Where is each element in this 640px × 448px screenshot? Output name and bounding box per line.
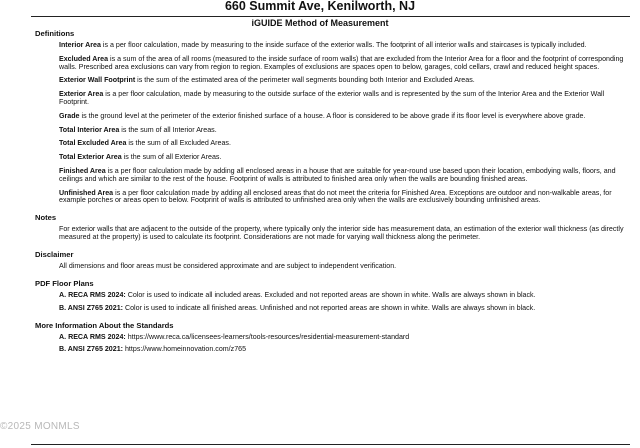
standard-link[interactable]: https://www.reca.ca/licensees-learners/tools-resources/residential-measurement-standard [125, 333, 410, 342]
definition-term: Total Excluded Area [59, 139, 127, 148]
definition-term: Total Exterior Area [59, 153, 122, 162]
notes-text: For exterior walls that are adjacent to the outside of the property, where typically only the interior side has measurement data, an estimation of the exterior wall thickness (as directly measured at the property) is used to calculate its footprint. Considerations are not made for varying wall thickness along the perimeter. [59, 225, 624, 241]
definition-term: Exterior Area [59, 90, 104, 99]
definition-text: is the ground level at the perimeter of the exterior finished surface of a house. A floor is considered to be above grade if its floor level is everywhere above grade. [79, 111, 586, 120]
standard-term: A. RECA RMS 2024: [59, 290, 126, 299]
property-address: 660 Summit Ave, Kenilworth, NJ [224, 0, 416, 13]
definition-text: is the sum of the estimated area of the perimeter wall segments bounding both Interior and Excluded Areas. [135, 76, 475, 85]
definition-exterior-area [59, 91, 633, 107]
definition-term: Excluded Area [59, 54, 109, 63]
definition-text: is a sum of the area of all rooms (measured to the inside surface of room walls) that are excluded from the Interior Area for a floor and the footprint of corresponding walls. Prescribed area exclusions can vary from region to region. Examples of exclusions are spaces open to below, garages, cold cellars, crawl and reduced height spaces. [59, 54, 624, 71]
standard-term: A. RECA RMS 2024: [59, 333, 126, 342]
footer-divider [31, 444, 630, 445]
definition-text: is the sum of all Exterior Areas. [121, 153, 222, 162]
definition-text: is a per floor calculation, made by measuring to the outside surface of the exterior walls and is represented by the sum of the Interior Area and the Exterior Wall Footprint. [59, 90, 605, 106]
definition-term: Interior Area [59, 41, 101, 49]
definition-total-interior-area [59, 127, 633, 135]
notes-heading: Notes [35, 213, 57, 223]
pdf-standard-reca [59, 292, 633, 300]
standard-text: Color is used to indicate all finished areas. Unfinished and not reported areas are shown in white. Walls are always shown in black. [123, 304, 536, 313]
definition-term: Total Interior Area [59, 125, 120, 134]
definition-term: Grade [59, 111, 80, 120]
more-info-ansi [59, 346, 633, 354]
definition-text: is the sum of all Interior Areas. [119, 125, 217, 134]
definition-interior-area [59, 42, 633, 50]
measurement-document [35, 29, 633, 354]
definition-text: is a per floor calculation made by adding all enclosed areas in a house that are suitable for year-round use based upon their location, embodying walls, floors, and ceilings and which are similar to the rest of the house. Footprint of walls is attributed to finished area only when the walls are bounding finished areas. [59, 166, 616, 183]
definition-text: is a per floor calculation made by adding all enclosed areas that do not meet the criteria for Finished Area. Exceptions are outdoor and non-walkable areas, for example porches or areas open to below. Footprint of walls is attributed to unfinished area only when the walls are exclusively bounding unfinished areas. [59, 188, 612, 205]
copyright-watermark: ©2025 MONMLS [0, 421, 80, 432]
pdf-standard-ansi [59, 305, 633, 313]
more-info-reca [59, 334, 633, 342]
definition-term: Exterior Wall Footprint [59, 76, 136, 85]
definition-finished-area [59, 168, 633, 184]
method-title: iGUIDE Method of Measurement [251, 18, 389, 28]
more-info-heading: More Information About the Standards [35, 321, 174, 331]
definition-term: Finished Area [59, 166, 106, 175]
definitions-heading: Definitions [35, 29, 75, 38]
definition-exterior-wall-footprint [59, 77, 633, 85]
pdf-floor-plans-heading: PDF Floor Plans [35, 278, 94, 288]
standard-link[interactable]: https://www.homeinnovation.com/z765 [123, 344, 247, 353]
definition-total-exterior-area [59, 154, 633, 162]
header-divider [31, 16, 630, 17]
definition-grade [59, 113, 633, 121]
standard-text: Color is used to indicate all included areas. Excluded and not reported areas are shown in white. Walls are always shown in black. [125, 290, 536, 299]
definition-text: is a per floor calculation, made by measuring to the inside surface of the exterior walls. The footprint of all interior walls and staircases is typically included. [100, 41, 587, 49]
standard-term: B. ANSI Z765 2021: [59, 304, 124, 313]
definition-text: is the sum of all Excluded Areas. [126, 139, 231, 148]
definition-excluded-area [59, 56, 633, 72]
standard-term: B. ANSI Z765 2021: [59, 344, 124, 353]
disclaimer-heading: Disclaimer [35, 249, 74, 259]
disclaimer-text: All dimensions and floor areas must be considered approximate and are subject to independent verification. [59, 261, 397, 270]
definition-unfinished-area [59, 190, 633, 206]
definition-term: Unfinished Area [59, 188, 114, 197]
definition-total-excluded-area [59, 140, 633, 148]
